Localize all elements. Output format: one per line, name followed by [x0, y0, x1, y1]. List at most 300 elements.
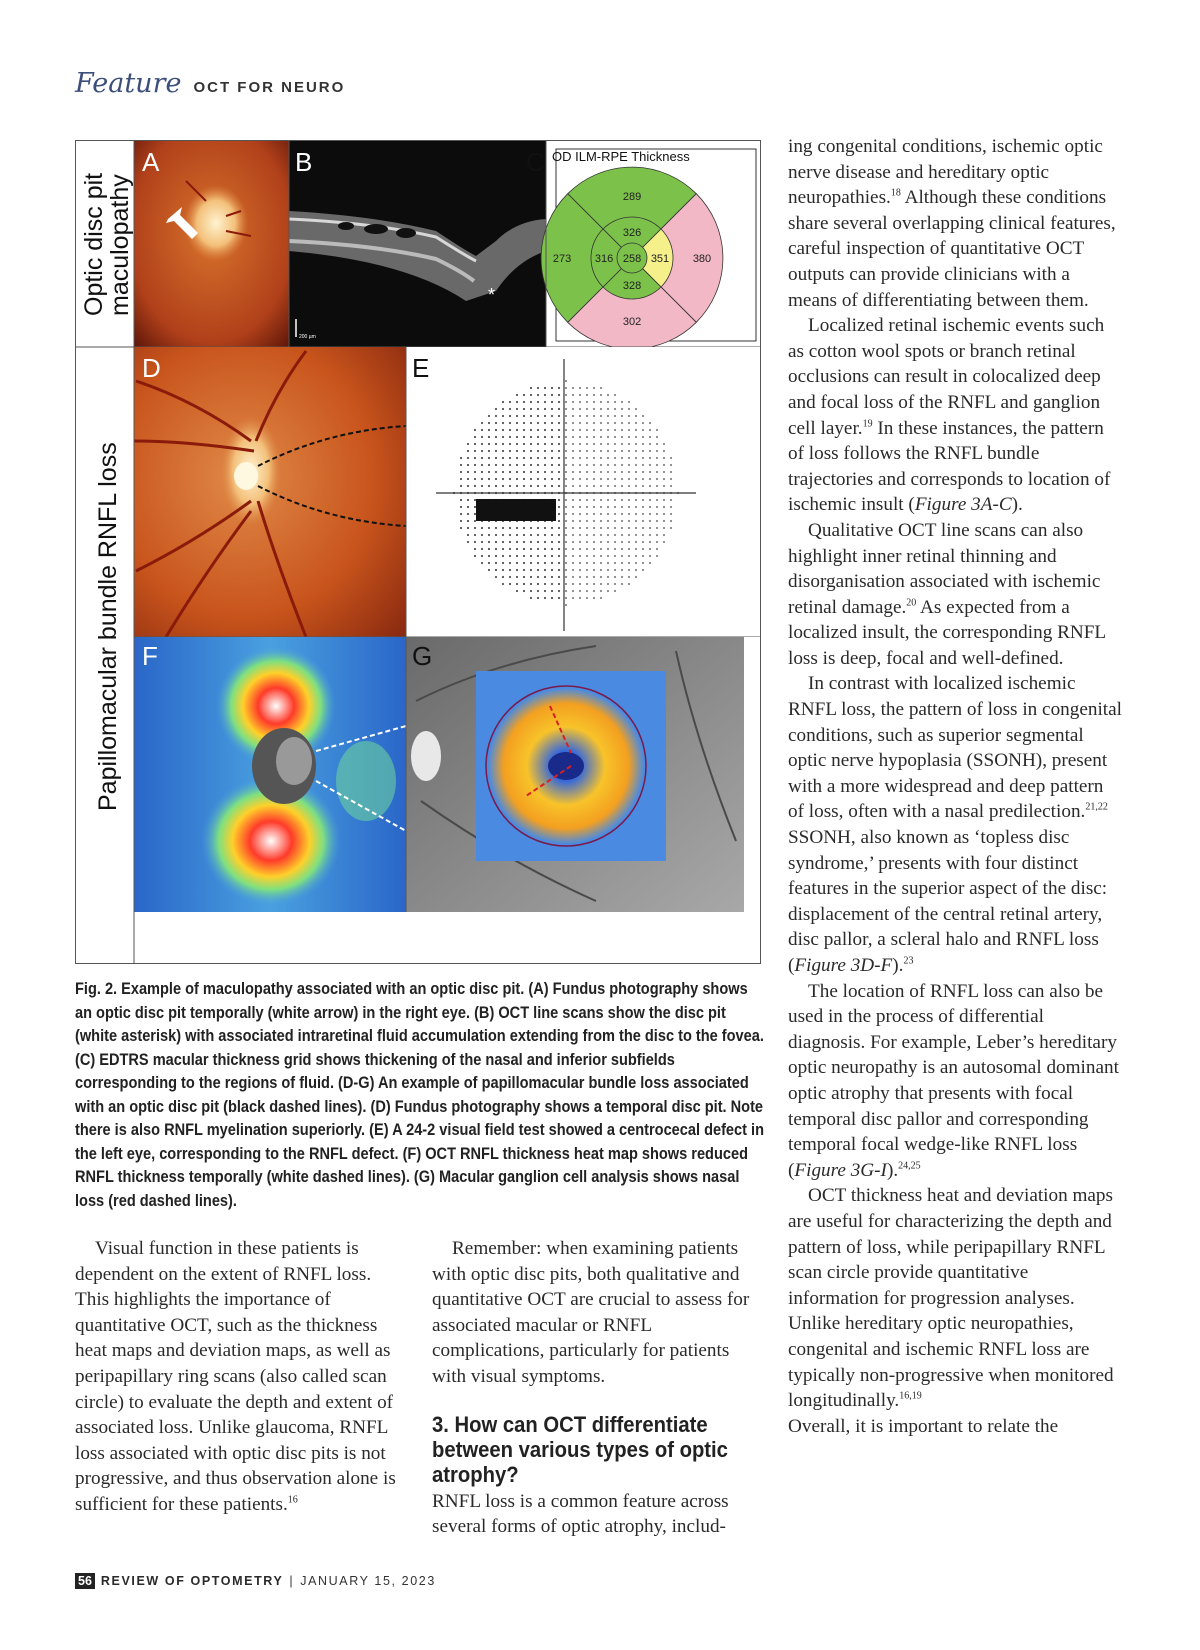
vf-dot: [530, 478, 532, 480]
vf-dot: [551, 548, 553, 550]
vf-dot: [474, 555, 476, 557]
vf-dot: [544, 590, 546, 592]
vf-dot: [572, 415, 574, 417]
vf-dot: [551, 436, 553, 438]
vf-dot: [600, 527, 602, 529]
vf-dot: [579, 499, 581, 501]
vf-dot: [607, 471, 609, 473]
vf-dot: [537, 436, 539, 438]
vf-dot: [600, 520, 602, 522]
vf-dot: [600, 541, 602, 543]
vf-dot: [509, 555, 511, 557]
vf-dot: [495, 562, 497, 564]
vf-dot: [509, 464, 511, 466]
vf-dot: [614, 394, 616, 396]
vf-dot: [579, 597, 581, 599]
vf-dot: [537, 527, 539, 529]
vf-dot: [579, 520, 581, 522]
vf-dot: [565, 583, 567, 585]
vf-dot: [628, 408, 630, 410]
vf-dot: [635, 506, 637, 508]
vf-dot: [544, 583, 546, 585]
vf-dot: [467, 485, 469, 487]
vf-dot: [523, 569, 525, 571]
figure-caption: [75, 978, 764, 1213]
vf-dot: [586, 569, 588, 571]
vf-dot: [600, 485, 602, 487]
vf-dot: [628, 576, 630, 578]
vf-dot: [537, 576, 539, 578]
vf-dot: [656, 478, 658, 480]
vf-dot: [642, 429, 644, 431]
vf-dot: [558, 415, 560, 417]
vf-dot: [495, 422, 497, 424]
vf-dot: [621, 443, 623, 445]
vf-dot: [614, 401, 616, 403]
vf-dot: [628, 415, 630, 417]
paragraph: RNFL loss is a common feature across several forms of optic atrophy, includ-: [432, 1490, 729, 1538]
vf-dot: [530, 541, 532, 543]
vf-dot: [523, 590, 525, 592]
grid-outer-inferior: 302: [622, 316, 642, 328]
vf-dot: [488, 443, 490, 445]
vf-dot: [593, 583, 595, 585]
vf-dot: [544, 401, 546, 403]
vf-dot: [558, 478, 560, 480]
vf-dot: [614, 443, 616, 445]
vf-dot: [670, 506, 672, 508]
vf-dot: [635, 422, 637, 424]
vf-dot: [607, 450, 609, 452]
vf-dot: [586, 429, 588, 431]
vf-dot: [460, 457, 462, 459]
vf-dot: [481, 527, 483, 529]
vf-dot: [621, 569, 623, 571]
vf-dot: [614, 436, 616, 438]
vf-dot: [572, 548, 574, 550]
vf-dot: [530, 562, 532, 564]
vf-dot: [488, 471, 490, 473]
vf-dot: [530, 583, 532, 585]
vf-dot: [551, 590, 553, 592]
vf-dot: [474, 429, 476, 431]
vf-dot: [523, 562, 525, 564]
vf-dot: [558, 485, 560, 487]
vf-dot: [488, 450, 490, 452]
vf-dot: [537, 548, 539, 550]
vf-dot: [537, 485, 539, 487]
vf-dot: [607, 506, 609, 508]
vf-dot: [523, 457, 525, 459]
page-number: 56: [75, 1573, 95, 1589]
vf-dot: [551, 450, 553, 452]
vf-dot: [593, 555, 595, 557]
vf-dot: [558, 450, 560, 452]
vf-dot: [572, 499, 574, 501]
vf-dot: [516, 583, 518, 585]
vf-dot: [614, 457, 616, 459]
vf-dot: [607, 457, 609, 459]
row1-side-label: Optic disc pit: [80, 172, 108, 316]
vf-dot: [600, 548, 602, 550]
vf-dot: [474, 485, 476, 487]
vf-dot: [502, 527, 504, 529]
vf-dot: [488, 569, 490, 571]
vf-dot: [642, 562, 644, 564]
vf-dot: [656, 513, 658, 515]
vf-dot: [586, 485, 588, 487]
vf-dot: [593, 457, 595, 459]
vf-dot: [649, 562, 651, 564]
vf-dot: [621, 548, 623, 550]
vf-dot: [670, 527, 672, 529]
vf-dot: [635, 527, 637, 529]
vf-dot: [572, 485, 574, 487]
vf-dot: [509, 436, 511, 438]
grid-inner-temporal: 316: [594, 253, 614, 265]
vf-dot: [544, 527, 546, 529]
vf-dot: [544, 478, 546, 480]
vf-dot: [460, 478, 462, 480]
section-label: OCT FOR NEURO: [193, 79, 346, 96]
vf-dot: [537, 394, 539, 396]
vf-dot: [474, 520, 476, 522]
vf-dot: [635, 478, 637, 480]
vf-dot: [656, 485, 658, 487]
vf-dot: [509, 541, 511, 543]
vf-dot: [586, 520, 588, 522]
vf-dot: [502, 443, 504, 445]
vf-dot: [621, 401, 623, 403]
vf-dot: [586, 478, 588, 480]
vf-dot: [621, 429, 623, 431]
vf-dot: [551, 387, 553, 389]
vf-dot: [572, 450, 574, 452]
vf-dot: [572, 520, 574, 522]
vf-dot: [460, 499, 462, 501]
vf-dot: [537, 457, 539, 459]
vf-dot: [530, 464, 532, 466]
vf-dot: [572, 569, 574, 571]
vf-dot: [509, 457, 511, 459]
vf-dot: [579, 513, 581, 515]
vf-dot: [579, 583, 581, 585]
vf-dot: [565, 506, 567, 508]
vf-dot: [593, 387, 595, 389]
vf-dot: [488, 415, 490, 417]
vf-dot: [649, 471, 651, 473]
vf-dot: [600, 443, 602, 445]
vf-dot: [474, 499, 476, 501]
vf-dot: [663, 471, 665, 473]
vf-dot: [642, 415, 644, 417]
vf-dot: [607, 548, 609, 550]
vf-dot: [663, 450, 665, 452]
vf-dot: [586, 401, 588, 403]
vf-dot: [460, 464, 462, 466]
vf-dot: [558, 471, 560, 473]
vf-dot: [516, 429, 518, 431]
vf-dot: [488, 485, 490, 487]
vf-dot: [649, 527, 651, 529]
caption-text: Fig. 2. Example of maculopathy associated with an optic disc pit. (A) Fundus photography shows an optic disc pit temporally (white arrow) in the right eye. (B) OCT line scans show the disc pit (white asterisk) with associated intraretinal fluid accumulation extending from the disc to the fovea. (C) EDTRS macular thickness grid shows thickening of the nasal and inferior subfields corresponding to the regions of fluid. (D-G) An example of papillomacular bundle loss associated with an optic disc pit (black dashed lines). (D) Fundus photography shows a temporal disc pit. Note there is also RNFL myelination superiorly. (E) A 24-2 visual field test showed a centrocecal defect in the left eye, corresponding to the RNFL defect. (F) OCT RNFL thickness heat map shows reduced RNFL thickness temporally (white dashed lines). (G) Macular ganglion cell analysis shows nasal loss (red dashed lines).: [75, 980, 764, 1210]
row1-side-label-2: maculopathy: [106, 174, 134, 316]
vf-dot: [579, 415, 581, 417]
vf-dot: [495, 443, 497, 445]
vf-dot: [537, 471, 539, 473]
vf-dot: [565, 555, 567, 557]
vf-dot: [558, 527, 560, 529]
vf-dot: [586, 436, 588, 438]
vf-dot: [544, 387, 546, 389]
vf-dot: [586, 597, 588, 599]
vf-dot: [558, 457, 560, 459]
panel-d-fundus: [134, 347, 406, 637]
vf-dot: [558, 394, 560, 396]
vf-dot: [502, 562, 504, 564]
vf-dot: [628, 485, 630, 487]
vf-dot: [537, 415, 539, 417]
vf-dot: [572, 562, 574, 564]
vf-dot: [530, 527, 532, 529]
vf-dot: [614, 464, 616, 466]
vf-dot: [502, 583, 504, 585]
vf-dot: [467, 443, 469, 445]
vf-dot: [551, 429, 553, 431]
vf-dot: [579, 548, 581, 550]
vf-dot: [663, 464, 665, 466]
vf-dot: [614, 429, 616, 431]
vf-dot: [502, 541, 504, 543]
vf-dot: [523, 478, 525, 480]
vf-dot: [642, 541, 644, 543]
vf-dot: [558, 408, 560, 410]
vf-dot: [558, 464, 560, 466]
panel-e-visual-field: [406, 347, 760, 637]
vf-dot: [474, 534, 476, 536]
panel-b-oct-scan: [289, 141, 546, 347]
vf-dot: [656, 527, 658, 529]
vf-dot: [600, 513, 602, 515]
vf-dot: [551, 576, 553, 578]
vf-dot: [600, 506, 602, 508]
vf-dot: [544, 457, 546, 459]
vf-dot: [579, 471, 581, 473]
vf-dot: [628, 541, 630, 543]
vf-dot: [537, 569, 539, 571]
vf-dot: [579, 527, 581, 529]
vf-dot: [516, 464, 518, 466]
vf-dot: [544, 562, 546, 564]
vf-dot: [607, 415, 609, 417]
vf-dot: [544, 548, 546, 550]
vf-dot: [544, 485, 546, 487]
vf-dot: [635, 520, 637, 522]
vf-dot: [495, 478, 497, 480]
paragraph: Localized retinal ischemic events such as cotton wool spots or branch retinal occlusions can result in colocalized deep and focal loss of the RNFL and ganglion cell layer.$^{19}$ In these instances, the pattern of loss follows the RNFL bundle trajectories and corresponds to location of ischemic insult (Figure 3A-C).: [788, 315, 1111, 516]
vf-dot: [572, 436, 574, 438]
vf-dot: [621, 583, 623, 585]
vf-dot: [642, 569, 644, 571]
vf-dot: [656, 541, 658, 543]
vf-dot: [495, 485, 497, 487]
vf-dot: [607, 464, 609, 466]
publication-date: JANUARY 15, 2023: [300, 1574, 436, 1588]
vf-dot: [621, 499, 623, 501]
vf-dot: [586, 457, 588, 459]
vf-dot: [593, 401, 595, 403]
vf-dot: [474, 513, 476, 515]
vf-dot: [670, 464, 672, 466]
vf-dot: [544, 436, 546, 438]
vf-dot: [558, 548, 560, 550]
vf-dot: [474, 541, 476, 543]
vf-dot: [621, 450, 623, 452]
vf-dot: [579, 387, 581, 389]
vf-dot: [558, 513, 560, 515]
vf-dot: [579, 422, 581, 424]
vf-dot: [530, 436, 532, 438]
paragraph: Remember: when examining patients with optic disc pits, both qualitative and quantitative OCT are crucial to assess for associated macular or RNFL complications, particularly for patients with visual symptoms.: [432, 1238, 750, 1387]
vf-dot: [481, 436, 483, 438]
vf-dot: [565, 401, 567, 403]
vf-dot: [635, 443, 637, 445]
vf-dot: [656, 443, 658, 445]
vf-dot: [670, 457, 672, 459]
vf-dot: [530, 401, 532, 403]
vf-dot: [530, 450, 532, 452]
vf-dot: [600, 569, 602, 571]
vf-dot: [565, 471, 567, 473]
paragraph: OCT thickness heat and deviation maps are useful for characterizing the depth and pattern of loss, while peripapillary RNFL scan circle provide quantitative information for progression analyses. Unlike hereditary optic neuropathies, congenital and ischemic RNFL loss are typically non-progressive when monitored longitudinally.$^{16,19}$: [788, 1185, 1114, 1412]
vf-dot: [642, 499, 644, 501]
vf-dot: [586, 464, 588, 466]
vf-dot: [516, 443, 518, 445]
vf-dot: [467, 527, 469, 529]
vf-dot: [628, 422, 630, 424]
vf-dot: [572, 527, 574, 529]
vf-dot: [607, 485, 609, 487]
vf-dot: [516, 569, 518, 571]
vf-dot: [656, 457, 658, 459]
vf-dot: [544, 576, 546, 578]
vf-dot: [614, 422, 616, 424]
panel-letter-g: G: [412, 641, 433, 671]
vf-dot: [523, 429, 525, 431]
vf-dot: [579, 450, 581, 452]
vf-dot: [495, 429, 497, 431]
vf-dot: [579, 569, 581, 571]
vf-dot: [488, 429, 490, 431]
vf-dot: [537, 534, 539, 536]
vf-dot: [586, 513, 588, 515]
vf-dot: [502, 576, 504, 578]
grid-outer-nasal: 380: [692, 253, 712, 265]
vf-dot: [621, 436, 623, 438]
vf-dot: [593, 415, 595, 417]
vf-dot: [663, 527, 665, 529]
vf-dot: [670, 520, 672, 522]
vf-dot: [551, 471, 553, 473]
vf-dot: [635, 513, 637, 515]
vf-dot: [614, 527, 616, 529]
publication-name: REVIEW OF OPTOMETRY: [100, 1574, 284, 1588]
vf-dot: [544, 394, 546, 396]
vf-dot: [600, 499, 602, 501]
vf-dot: [537, 387, 539, 389]
vf-dot: [551, 415, 553, 417]
vf-dot: [467, 471, 469, 473]
vf-dot: [558, 387, 560, 389]
vf-dot: [481, 429, 483, 431]
vf-dot: [544, 443, 546, 445]
vf-dot: [544, 555, 546, 557]
vf-dot: [572, 597, 574, 599]
vf-dot: [572, 429, 574, 431]
vf-dot: [628, 520, 630, 522]
vf-dot: [628, 401, 630, 403]
vf-dot: [474, 506, 476, 508]
vf-dot: [565, 576, 567, 578]
vf-dot: [656, 499, 658, 501]
vf-dot: [614, 576, 616, 578]
vf-dot: [502, 478, 504, 480]
vf-dot: [530, 548, 532, 550]
vf-dot: [509, 408, 511, 410]
vf-dot: [593, 590, 595, 592]
vf-dot: [628, 429, 630, 431]
page-footer: [75, 1573, 436, 1589]
vf-dot: [460, 513, 462, 515]
vf-dot: [558, 534, 560, 536]
vf-dot: [579, 541, 581, 543]
vf-dot: [502, 457, 504, 459]
vf-dot: [488, 541, 490, 543]
vf-dot: [551, 408, 553, 410]
vf-dot: [558, 506, 560, 508]
vf-dot: [649, 541, 651, 543]
vf-dot: [600, 534, 602, 536]
vf-dot: [523, 436, 525, 438]
vf-dot: [523, 541, 525, 543]
vf-dot: [544, 569, 546, 571]
grid-inner-nasal: 351: [650, 253, 670, 265]
vf-dot: [586, 443, 588, 445]
vf-dot: [642, 464, 644, 466]
vf-dot: [656, 429, 658, 431]
vf-dot: [474, 471, 476, 473]
vf-dot: [600, 478, 602, 480]
vf-dot: [516, 471, 518, 473]
vf-dot: [474, 443, 476, 445]
vf-dot: [621, 471, 623, 473]
vf-dot: [614, 506, 616, 508]
vf-dot: [551, 401, 553, 403]
vf-dot: [544, 450, 546, 452]
vf-dot: [649, 548, 651, 550]
vf-dot: [523, 534, 525, 536]
vf-dot: [586, 408, 588, 410]
vf-dot: [600, 450, 602, 452]
vf-dot: [565, 527, 567, 529]
vf-dot: [607, 436, 609, 438]
vf-dot: [628, 513, 630, 515]
vf-dot: [663, 520, 665, 522]
vf-dot: [523, 464, 525, 466]
vf-dot: [565, 450, 567, 452]
vf-dot: [635, 415, 637, 417]
vf-dot: [593, 569, 595, 571]
